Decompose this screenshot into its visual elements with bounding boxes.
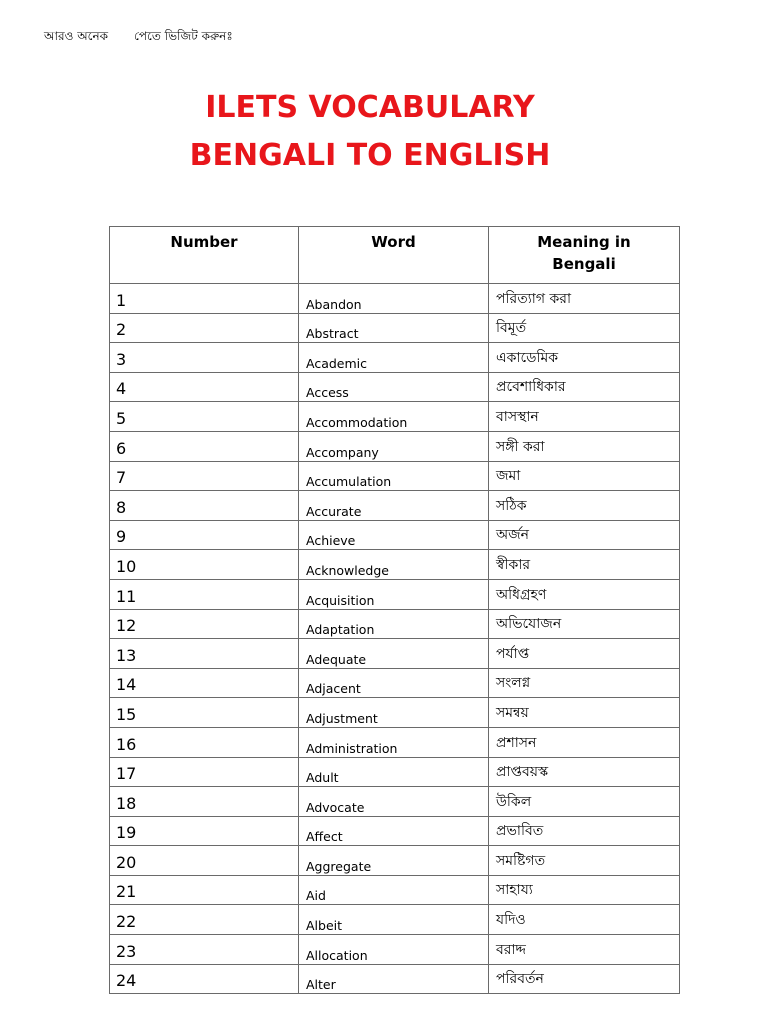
row-meaning: সমন্বয় <box>489 698 680 728</box>
table-row <box>110 964 680 994</box>
table-row <box>110 461 680 491</box>
row-meaning: বিমূর্ত <box>489 313 680 343</box>
row-word: Administration <box>299 727 489 757</box>
table-row <box>110 816 680 846</box>
header-meaning-line1: Meaning in <box>537 233 631 251</box>
table-row <box>110 875 680 905</box>
table-row <box>110 372 680 402</box>
row-word: Allocation <box>299 935 489 965</box>
table-row <box>110 431 680 461</box>
row-meaning: স্বীকার <box>489 550 680 580</box>
vocabulary-table <box>109 226 680 994</box>
table-row <box>110 787 680 817</box>
row-meaning: জমা <box>489 461 680 491</box>
table-body <box>110 284 680 994</box>
row-meaning: সমষ্টিগত <box>489 846 680 876</box>
header-meaning-line2: Bengali <box>552 255 616 273</box>
page-title-line2: BENGALI TO ENGLISH <box>189 138 551 173</box>
table-row <box>110 757 680 787</box>
table-row <box>110 520 680 550</box>
row-meaning: বরাদ্দ <box>489 935 680 965</box>
row-word: Advocate <box>299 787 489 817</box>
header-number: Number <box>110 227 299 284</box>
table-row <box>110 905 680 935</box>
table-row <box>110 935 680 965</box>
row-number: 5 <box>110 402 299 432</box>
row-word: Adjacent <box>299 668 489 698</box>
row-number: 14 <box>110 668 299 698</box>
row-word: Achieve <box>299 520 489 550</box>
table-row <box>110 698 680 728</box>
table-row <box>110 579 680 609</box>
row-word: Alter <box>299 964 489 994</box>
table-row <box>110 639 680 669</box>
row-meaning: পর্যাপ্ত <box>489 639 680 669</box>
header-word: Word <box>299 227 489 284</box>
row-meaning: প্রশাসন <box>489 727 680 757</box>
table-row <box>110 313 680 343</box>
table-row <box>110 668 680 698</box>
row-number: 18 <box>110 787 299 817</box>
row-word: Acknowledge <box>299 550 489 580</box>
row-word: Abstract <box>299 313 489 343</box>
table-row <box>110 727 680 757</box>
table-row <box>110 609 680 639</box>
row-meaning: প্রবেশাধিকার <box>489 372 680 402</box>
table-row <box>110 284 680 314</box>
row-meaning: যদিও <box>489 905 680 935</box>
table-row <box>110 343 680 373</box>
row-word: Acquisition <box>299 579 489 609</box>
row-meaning: উকিল <box>489 787 680 817</box>
row-number: 19 <box>110 816 299 846</box>
row-meaning: একাডেমিক <box>489 343 680 373</box>
row-number: 1 <box>110 284 299 314</box>
row-number: 6 <box>110 431 299 461</box>
row-word: Adequate <box>299 639 489 669</box>
row-meaning: বাসস্থান <box>489 402 680 432</box>
row-number: 9 <box>110 520 299 550</box>
row-word: Albeit <box>299 905 489 935</box>
row-meaning: সঙ্গী করা <box>489 431 680 461</box>
row-number: 12 <box>110 609 299 639</box>
row-number: 4 <box>110 372 299 402</box>
row-word: Accumulation <box>299 461 489 491</box>
row-number: 8 <box>110 491 299 521</box>
row-word: Academic <box>299 343 489 373</box>
row-meaning: সংলগ্ন <box>489 668 680 698</box>
row-number: 23 <box>110 935 299 965</box>
row-number: 11 <box>110 579 299 609</box>
row-number: 3 <box>110 343 299 373</box>
header-meaning <box>489 227 680 284</box>
table-row <box>110 491 680 521</box>
row-word: Adult <box>299 757 489 787</box>
row-meaning: সাহায্য <box>489 875 680 905</box>
header-note-part2: পেতে ভিজিট করুনঃ <box>134 29 233 43</box>
row-number: 24 <box>110 964 299 994</box>
table-row <box>110 550 680 580</box>
row-word: Affect <box>299 816 489 846</box>
row-number: 16 <box>110 727 299 757</box>
row-meaning: পরিত্যাগ করা <box>489 284 680 314</box>
row-word: Accommodation <box>299 402 489 432</box>
row-number: 15 <box>110 698 299 728</box>
row-word: Aggregate <box>299 846 489 876</box>
row-number: 22 <box>110 905 299 935</box>
row-number: 10 <box>110 550 299 580</box>
table-row <box>110 402 680 432</box>
row-meaning: অভিযোজন <box>489 609 680 639</box>
row-word: Aid <box>299 875 489 905</box>
row-number: 17 <box>110 757 299 787</box>
row-number: 13 <box>110 639 299 669</box>
row-meaning: প্রাপ্তবয়স্ক <box>489 757 680 787</box>
row-meaning: অধিগ্রহণ <box>489 579 680 609</box>
table-header-row <box>110 227 680 284</box>
row-word: Abandon <box>299 284 489 314</box>
row-word: Adaptation <box>299 609 489 639</box>
row-meaning: সঠিক <box>489 491 680 521</box>
row-number: 2 <box>110 313 299 343</box>
row-number: 7 <box>110 461 299 491</box>
page-title-line1: ILETS VOCABULARY <box>205 90 535 125</box>
row-word: Adjustment <box>299 698 489 728</box>
header-note <box>44 28 233 48</box>
row-word: Accurate <box>299 491 489 521</box>
row-number: 20 <box>110 846 299 876</box>
row-word: Access <box>299 372 489 402</box>
row-meaning: পরিবর্তন <box>489 964 680 994</box>
table-row <box>110 846 680 876</box>
row-number: 21 <box>110 875 299 905</box>
row-word: Accompany <box>299 431 489 461</box>
row-meaning: প্রভাবিত <box>489 816 680 846</box>
header-note-part1: আরও অনেক <box>44 29 109 43</box>
row-meaning: অর্জন <box>489 520 680 550</box>
